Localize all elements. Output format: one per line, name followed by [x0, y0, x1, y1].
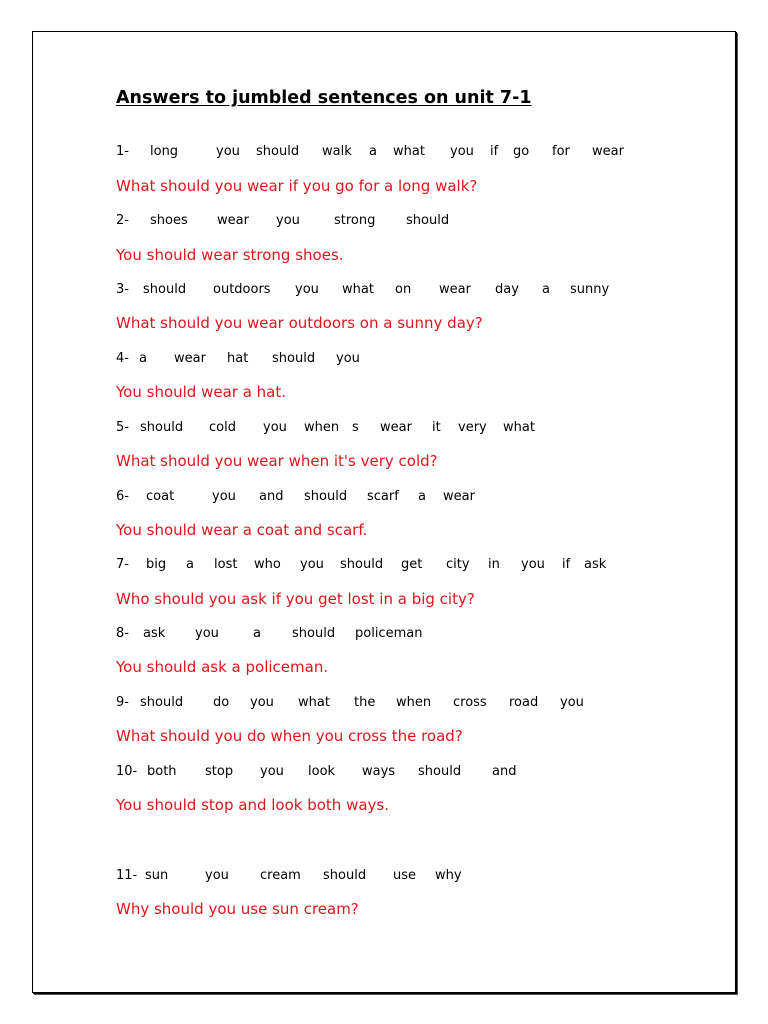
jumbled-word: long	[150, 144, 179, 159]
jumbled-word: sun	[145, 868, 169, 883]
jumbled-word: ask	[584, 557, 607, 572]
jumbled-word: look	[308, 764, 336, 779]
jumbled-word: you	[195, 626, 219, 641]
answer-sentence-8: You should ask a policeman.	[116, 658, 329, 676]
jumbled-word: lost	[214, 557, 238, 572]
jumbled-word: in	[488, 557, 500, 572]
jumbled-word: policeman	[355, 626, 423, 641]
jumbled-word: what	[393, 144, 425, 159]
jumbled-word: wear	[174, 351, 206, 366]
jumbled-word: use	[393, 868, 417, 883]
jumbled-word: you	[560, 695, 584, 710]
jumbled-word: when	[396, 695, 432, 710]
jumbled-word: should	[256, 144, 300, 159]
jumbled-sentence-2	[0, 213, 768, 231]
jumbled-sentence-10	[0, 764, 768, 782]
jumbled-sentence-7	[0, 557, 768, 575]
jumbled-word: both	[147, 764, 177, 779]
jumbled-word: you	[260, 764, 284, 779]
jumbled-word: you	[521, 557, 545, 572]
jumbled-word: should	[323, 868, 367, 883]
answer-sentence-6: You should wear a coat and scarf.	[116, 521, 368, 539]
jumbled-word: if	[490, 144, 499, 159]
item-number: 2-	[116, 213, 129, 228]
jumbled-word: cross	[453, 695, 487, 710]
jumbled-word: you	[336, 351, 360, 366]
jumbled-word: if	[562, 557, 571, 572]
jumbled-word: should	[340, 557, 384, 572]
jumbled-word: cold	[209, 420, 236, 435]
jumbled-word: wear	[439, 282, 471, 297]
jumbled-word: should	[143, 282, 187, 297]
jumbled-word: you	[216, 144, 240, 159]
jumbled-word: on	[395, 282, 412, 297]
jumbled-word: scarf	[367, 489, 399, 504]
jumbled-word: you	[205, 868, 229, 883]
jumbled-word: get	[401, 557, 423, 572]
item-number: 4-	[116, 351, 129, 366]
jumbled-word: should	[272, 351, 316, 366]
page-border	[32, 31, 736, 993]
jumbled-word: cream	[260, 868, 301, 883]
jumbled-word: and	[259, 489, 284, 504]
item-number: 9-	[116, 695, 129, 710]
jumbled-word: you	[276, 213, 300, 228]
jumbled-word: strong	[334, 213, 376, 228]
jumbled-sentence-3	[0, 282, 768, 300]
item-number: 10-	[116, 764, 138, 779]
jumbled-word: you	[450, 144, 474, 159]
jumbled-word: what	[342, 282, 374, 297]
jumbled-sentence-11	[0, 868, 768, 886]
answer-sentence-2: You should wear strong shoes.	[116, 246, 344, 264]
jumbled-word: walk	[322, 144, 352, 159]
jumbled-word: hat	[227, 351, 249, 366]
jumbled-word: a	[369, 144, 377, 159]
jumbled-word: stop	[205, 764, 234, 779]
jumbled-word: a	[253, 626, 261, 641]
answer-sentence-10: You should stop and look both ways.	[116, 796, 389, 814]
jumbled-word: you	[263, 420, 287, 435]
jumbled-word: you	[295, 282, 319, 297]
jumbled-word: a	[139, 351, 147, 366]
jumbled-word: city	[446, 557, 470, 572]
jumbled-word: wear	[217, 213, 249, 228]
jumbled-sentence-1	[0, 144, 768, 162]
jumbled-word: very	[458, 420, 487, 435]
jumbled-word: shoes	[150, 213, 188, 228]
jumbled-word: should	[292, 626, 336, 641]
answer-sentence-3: What should you wear outdoors on a sunny day?	[116, 314, 483, 332]
item-number: 7-	[116, 557, 129, 572]
jumbled-word: for	[552, 144, 570, 159]
answer-sentence-1: What should you wear if you go for a long walk?	[116, 177, 478, 195]
jumbled-word: wear	[592, 144, 624, 159]
jumbled-word: wear	[380, 420, 412, 435]
jumbled-word: you	[212, 489, 236, 504]
jumbled-word: should	[418, 764, 462, 779]
jumbled-word: should	[406, 213, 450, 228]
answer-sentence-11: Why should you use sun cream?	[116, 900, 359, 918]
answer-sentence-4: You should wear a hat.	[116, 383, 287, 401]
jumbled-sentence-5	[0, 420, 768, 438]
item-number: 5-	[116, 420, 129, 435]
item-number: 6-	[116, 489, 129, 504]
item-number: 8-	[116, 626, 129, 641]
jumbled-word: you	[250, 695, 274, 710]
jumbled-sentence-4	[0, 351, 768, 369]
jumbled-word: wear	[443, 489, 475, 504]
jumbled-sentence-8	[0, 626, 768, 644]
jumbled-word: sunny	[570, 282, 610, 297]
jumbled-word: should	[140, 420, 184, 435]
jumbled-word: it	[432, 420, 441, 435]
jumbled-sentence-9	[0, 695, 768, 713]
jumbled-word: outdoors	[213, 282, 271, 297]
jumbled-word: when	[304, 420, 340, 435]
item-number: 11-	[116, 868, 138, 883]
jumbled-word: a	[186, 557, 194, 572]
item-number: 3-	[116, 282, 129, 297]
jumbled-sentence-6	[0, 489, 768, 507]
jumbled-word: big	[146, 557, 167, 572]
answer-sentence-7: Who should you ask if you get lost in a big city?	[116, 590, 475, 608]
jumbled-word: ways	[362, 764, 396, 779]
jumbled-word: do	[213, 695, 230, 710]
item-number: 1-	[116, 144, 129, 159]
jumbled-word: the	[354, 695, 376, 710]
jumbled-word: go	[513, 144, 530, 159]
jumbled-word: day	[495, 282, 519, 297]
jumbled-word: you	[300, 557, 324, 572]
jumbled-word: a	[418, 489, 426, 504]
answer-sentence-5: What should you wear when it's very cold?	[116, 452, 438, 470]
jumbled-word: s	[352, 420, 359, 435]
answer-sentence-9: What should you do when you cross the road?	[116, 727, 463, 745]
jumbled-word: why	[435, 868, 462, 883]
jumbled-word: road	[509, 695, 539, 710]
jumbled-word: and	[492, 764, 517, 779]
jumbled-word: should	[140, 695, 184, 710]
jumbled-word: a	[542, 282, 550, 297]
page-title: Answers to jumbled sentences on unit 7-1	[116, 88, 532, 108]
jumbled-word: ask	[143, 626, 166, 641]
jumbled-word: what	[503, 420, 535, 435]
jumbled-word: who	[254, 557, 281, 572]
jumbled-word: what	[298, 695, 330, 710]
jumbled-word: should	[304, 489, 348, 504]
jumbled-word: coat	[146, 489, 175, 504]
